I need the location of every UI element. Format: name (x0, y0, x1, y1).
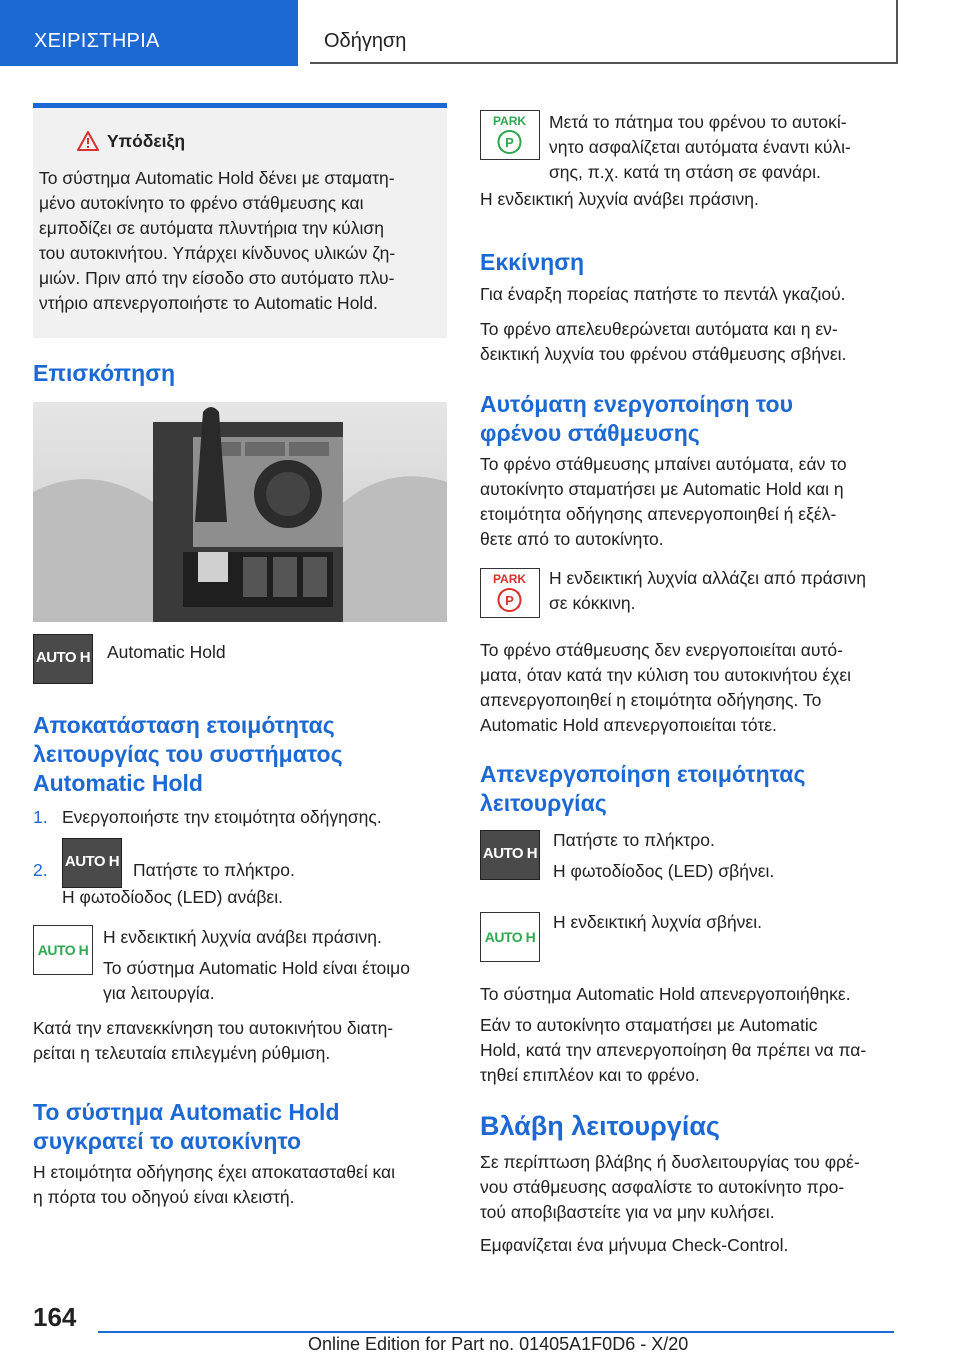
fault-message-text: Εμφανίζεται ένα μήνυμα Check-Control. (480, 1235, 789, 1255)
svg-text:PARK: PARK (492, 572, 527, 586)
svg-text:P: P (505, 135, 514, 150)
red-indicator-text: Η ενδεικτική λυχνία αλλάζει από πράσινη σε κόκκινη. (549, 568, 866, 613)
chapter-tab (0, 0, 298, 66)
auto-h-green-indicator-icon: AUTO H (33, 925, 93, 975)
start-text-2: Το φρένο απελευθερώνεται αυτόματα και η εν‐ δεικτική λυχνία του φρένου στάθμευσης σβήνει. (480, 319, 847, 364)
start-heading: Εκκίνηση (480, 249, 585, 275)
warning-title: Υπόδειξη (107, 131, 186, 151)
svg-text:P: P (505, 593, 514, 608)
step-1-number: 1. (33, 807, 48, 827)
deactivate-note-text: Εάν το αυτοκίνητο σταματήσει με Automatic Hold, κατά την απενεργοποίηση θα πρέπει να πα‐ τηθεί επιπλέον και το φρένο. (480, 1015, 867, 1085)
led-on-text: Η φωτοδίοδος (LED) ανάβει. (62, 887, 283, 907)
auto-h-button-icon: AUTO H (62, 838, 122, 888)
park-green-indicator-icon (480, 110, 540, 160)
warning-text: Το σύστημα Automatic Hold δένει με σταματη‐ μένο αυτοκίνητο το φρένο στάθμευσης και εμποδίζει σε αυτόματα πλυντήρια την κύλιση του αυτοκινήτου. Υπάρχει κίνδυνος υλικών ζη‐ μιών. Πριν από την είσοδο στο αυτόματο πλυ‐ ντήριο απενεργοποιήστε το Automatic Hold. (39, 168, 396, 313)
park-red-indicator-icon (480, 568, 540, 618)
step-2-number: 2. (33, 860, 48, 880)
start-text-1: Για έναρξη πορείας πατήστε το πεντάλ γκαζιού. (480, 284, 846, 304)
auto-park-heading: Αυτόματη ενεργοποίηση του φρένου στάθμευσης (480, 391, 793, 446)
lamp-off-text: Η ενδεικτική λυχνία σβήνει. (553, 912, 762, 932)
deactivate-heading: Απενεργοποίηση ετοιμότητας λειτουργίας (480, 761, 806, 816)
auto-h-button-icon: AUTO H (33, 634, 93, 684)
green-indicator-text: Η ενδεικτική λυχνία ανάβει πράσινη. Το σύστημα Automatic Hold είναι έτοιμο για λειτουργία. (103, 927, 410, 1003)
deactivate-steps: Πατήστε το πλήκτρο. Η φωτοδίοδος (LED) σβήνει. (553, 830, 775, 881)
park-text: Μετά το πάτημα του φρένου το αυτοκί‐ νητο ασφαλίζεται αυτόματα έναντι κύλι‐ σης, π.χ. κατά τη στάση σε φανάρι. (549, 112, 851, 182)
holds-text: Η ετοιμότητα οδήγησης έχει αποκατασταθεί και η πόρτα του οδηγού είναι κλειστή. (33, 1162, 396, 1207)
section-title: Οδήγηση (324, 30, 407, 52)
chapter-title: ΧΕΙΡΙΣΤΗΡΙΑ (34, 30, 160, 52)
auto-h-green-indicator-icon: AUTO H (480, 912, 540, 962)
section-tab (310, 0, 898, 64)
center-console-photo (33, 402, 447, 622)
fault-heading: Βλάβη λειτουργίας (480, 1111, 720, 1141)
holds-heading: Το σύστημα Automatic Hold συγκρατεί το αυτοκίνητο (33, 1099, 340, 1154)
step-1-text: Ενεργοποιήστε την ετοιμότητα οδήγησης. (62, 807, 382, 827)
deactivated-text: Το σύστημα Automatic Hold απενεργοποιήθηκε. (480, 984, 851, 1004)
page-number: 164 (33, 1302, 77, 1332)
park-green-text: Η ενδεικτική λυχνία ανάβει πράσινη. (480, 189, 759, 209)
warning-box (33, 103, 447, 338)
svg-text:PARK: PARK (492, 114, 527, 128)
overview-icon-label: Automatic Hold (107, 642, 226, 662)
restore-heading: Αποκατάσταση ετοιμότητας λειτουργίας του συστήματος Automatic Hold (33, 712, 343, 796)
edition-text: Online Edition for Part no. 01405A1F0D6 - X/20 (308, 1334, 689, 1354)
fault-text: Σε περίπτωση βλάβης ή δυσλειτουργίας του φρέ‐ νου στάθμευσης ασφαλίστε το αυτοκίνητο προ‐ τού αποβιβαστείτε για να μην κυλήσει. (480, 1152, 860, 1222)
overview-heading: Επισκόπηση (33, 360, 175, 386)
auto-park-after-text: Το φρένο στάθμευσης δεν ενεργοποιείται αυτό‐ ματα, όταν κατά την κύλιση του αυτοκινήτου έχει απενεργοποιηθεί η ετοιμότητα οδήγησης. Το Automatic Hold απενεργοποιείται τότε. (480, 640, 852, 735)
footer-divider (98, 1331, 894, 1333)
step-2-text: Πατήστε το πλήκτρο. (133, 860, 295, 880)
auto-h-button-icon: AUTO H (480, 830, 540, 880)
warning-icon (77, 131, 99, 151)
auto-park-text: Το φρένο στάθμευσης μπαίνει αυτόματα, εάν το αυτοκίνητο σταματήσει με Automatic Hold και η ετοιμότητα οδήγησης απενεργοποιηθεί ή εξέλ‐ θετε από το αυτοκίνητο. (480, 454, 847, 549)
restart-text: Κατά την επανεκκίνηση του αυτοκινήτου διατη‐ ρείται η τελευταία επιλεγμένη ρύθμιση. (33, 1018, 394, 1063)
